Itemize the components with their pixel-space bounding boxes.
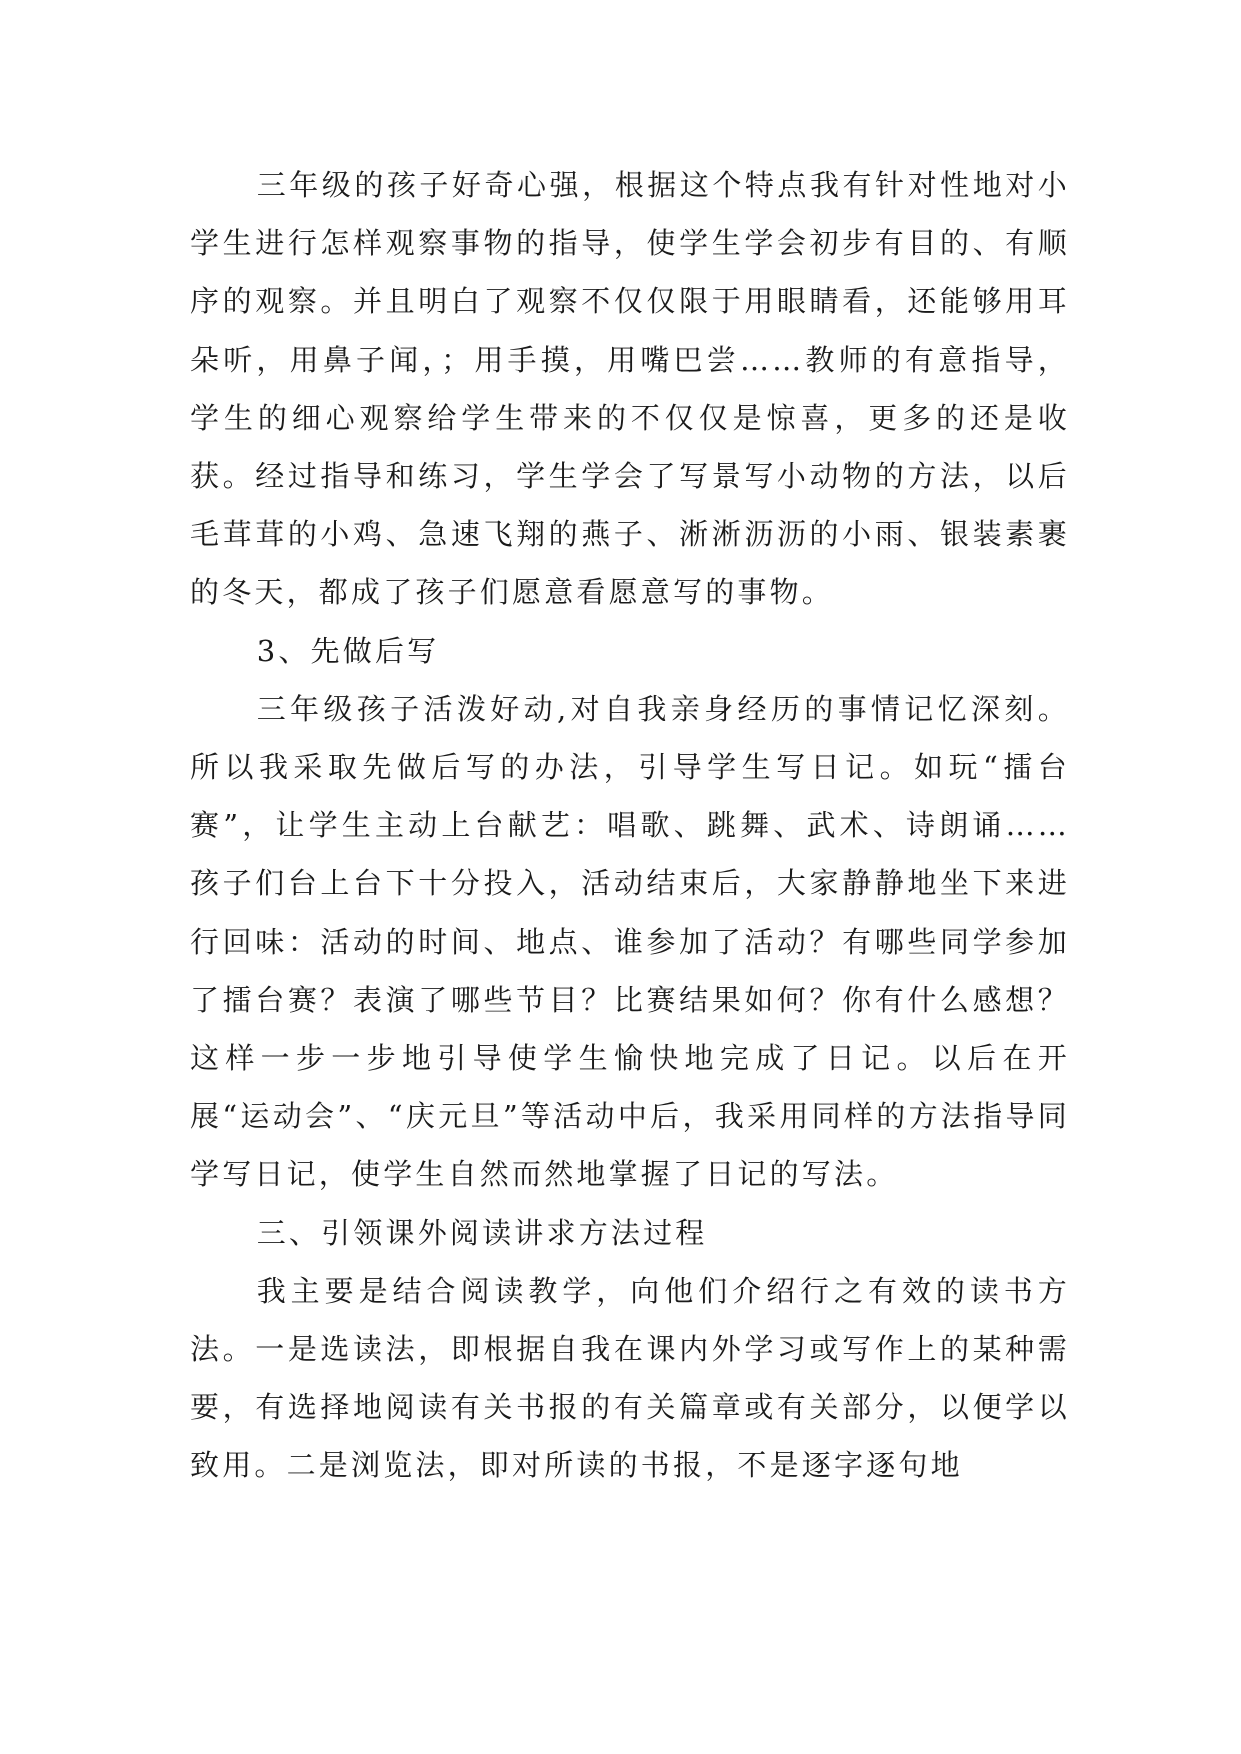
section-heading-extracurricular-reading: 三、引领课外阅读讲求方法过程 [256, 1215, 708, 1250]
paragraph-diary-writing: 三年级孩子活泼好动,对自我亲身经历的事情记忆深刻。所以我采取先做后写的办法，引导学生写日记。如玩“擂台赛”，让学生主动上台献艺：唱歌、跳舞、武术、诗朗诵……孩子们台上台下十分投入，活动结束后，大家静静地坐下来进行回味：活动的时间、地点、谁参加了活动？有哪些同学参加了擂台赛？表演了哪些节目？比赛结果如何？你有什么感想？这样一步一步地引导使学生愉快地完成了日记。以后在开展“运动会”、“庆元旦”等活动中后，我采用同样的方法指导同学写日记，使学生自然而然地掌握了日记的写法。 [190, 691, 1070, 1192]
document-body [190, 156, 1070, 1495]
paragraph-reading-methods: 我主要是结合阅读教学，向他们介绍行之有效的读书方法。一是选读法，即根据自我在课内外学习或写作上的某种需要，有选择地阅读有关书报的有关篇章或有关部分，以便学以致用。二是浏览法，即对所读的书报，不是逐字逐句地 [190, 1273, 1070, 1483]
paragraph-observation-guidance: 三年级的孩子好奇心强，根据这个特点我有针对性地对小学生进行怎样观察事物的指导，使学生学会初步有目的、有顺序的观察。并且明白了观察不仅仅限于用眼睛看，还能够用耳朵听，用鼻子闻，；用手摸，用嘴巴尝……教师的有意指导，学生的细心观察给学生带来的不仅仅是惊喜，更多的还是收获。经过指导和练习，学生学会了写景写小动物的方法，以后毛茸茸的小鸡、急速飞翔的燕子、淅淅沥沥的小雨、银装素裹的冬天，都成了孩子们愿意看愿意写的事物。 [190, 168, 1070, 610]
section-heading-do-then-write: 3、先做后写 [256, 633, 440, 668]
